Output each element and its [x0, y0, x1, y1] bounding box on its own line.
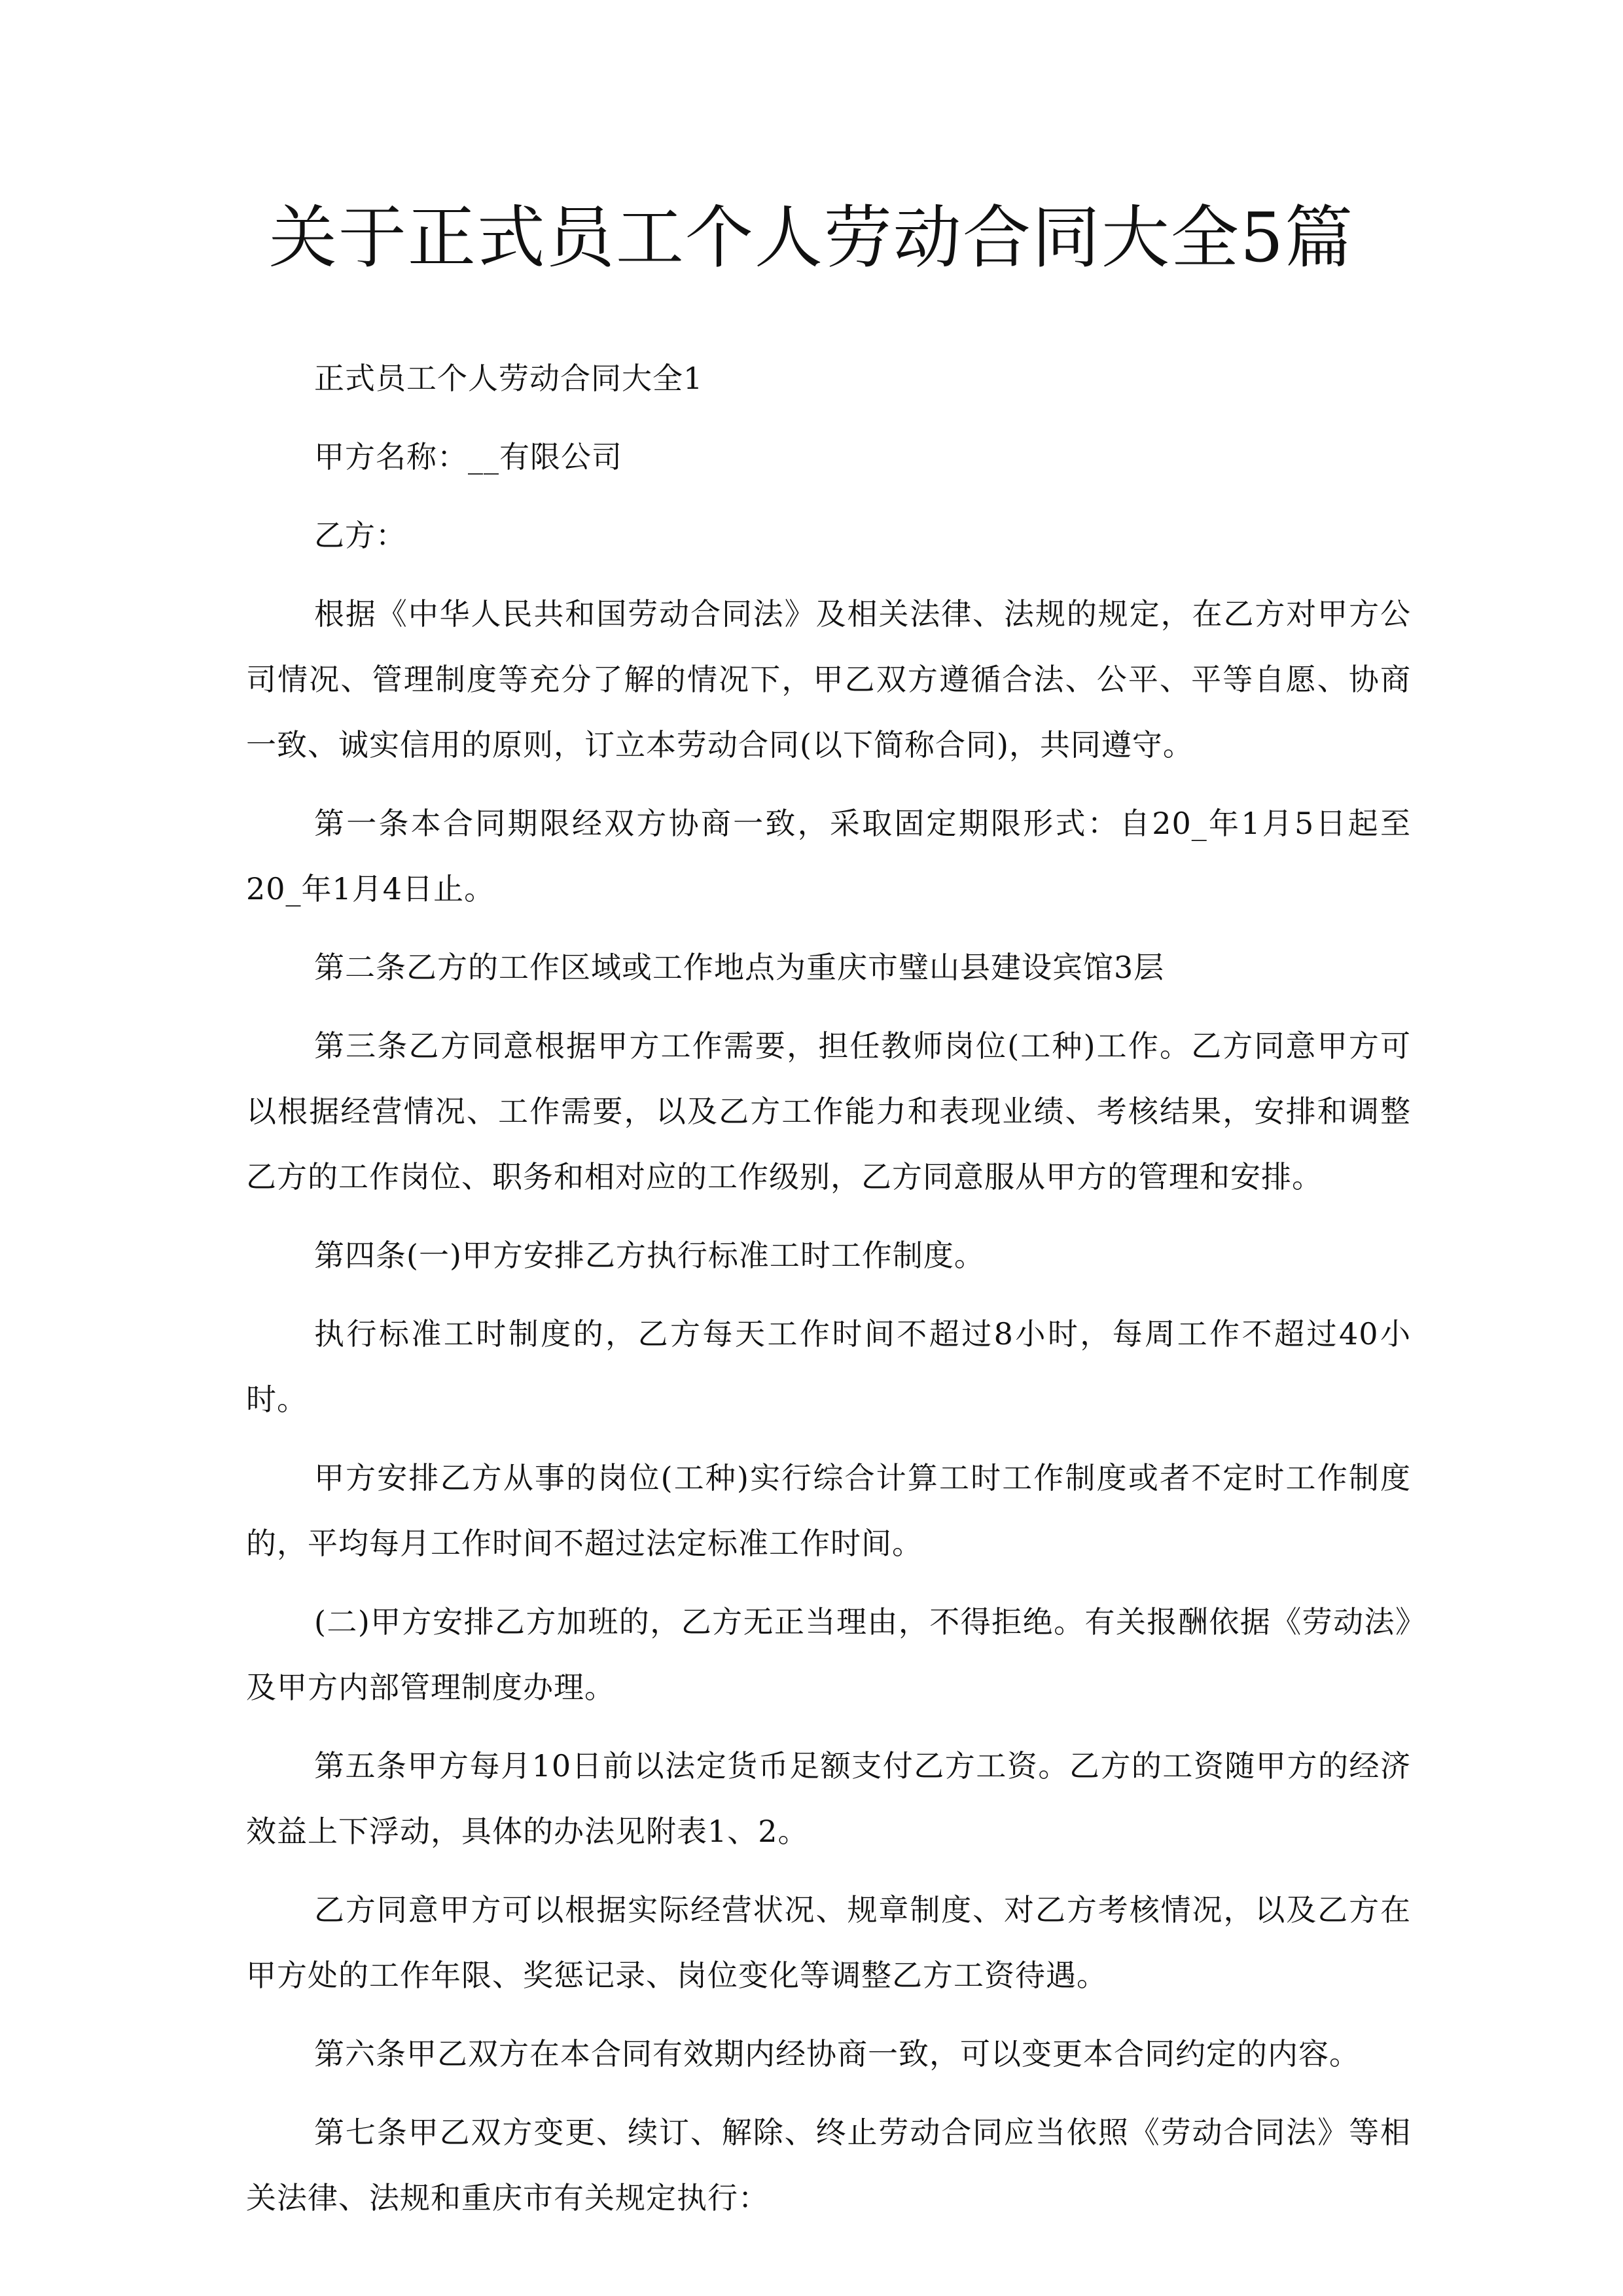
- article-2-paragraph: 第二条乙方的工作区域或工作地点为重庆市璧山县建设宾馆3层: [314, 950, 1165, 985]
- document-title: 关于正式员工个人劳动合同大全5篇: [268, 198, 1355, 278]
- flexible-hours-paragraph: 甲方安排乙方从事的岗位(工种)实行综合计算工时工作制度或者不定时工作制度的，平均每月工作时间不超过法定标准工作时间。: [246, 1460, 1411, 1561]
- preamble-paragraph: 根据《中华人民共和国劳动合同法》及相关法律、法规的规定，在乙方对甲方公司情况、管理制度等充分了解的情况下，甲乙双方遵循合法、公平、平等自愿、协商一致、诚实信用的原则，订立本劳动合同(以下简称合同)，共同遵守。: [246, 596, 1411, 762]
- salary-adjustment-paragraph: 乙方同意甲方可以根据实际经营状况、规章制度、对乙方考核情况，以及乙方在甲方处的工作年限、奖惩记录、岗位变化等调整乙方工资待遇。: [246, 1892, 1411, 1993]
- article-4-paragraph: 第四条(一)甲方安排乙方执行标准工时工作制度。: [314, 1238, 985, 1273]
- article-1-paragraph: 第一条本合同期限经双方协商一致，采取固定期限形式：自20_年1月5日起至20_年1月4日止。: [246, 806, 1411, 906]
- party-b-name: 乙方：: [314, 518, 406, 553]
- document-body: [246, 346, 1411, 2244]
- party-a-name: 甲方名称：__有限公司: [314, 439, 622, 475]
- standard-hours-paragraph: 执行标准工时制度的，乙方每天工作时间不超过8小时，每周工作不超过40小时。: [246, 1316, 1411, 1417]
- overtime-paragraph: (二)甲方安排乙方加班的，乙方无正当理由，不得拒绝。有关报酬依据《劳动法》及甲方内部管理制度办理。: [246, 1604, 1411, 1705]
- section-heading: 正式员工个人劳动合同大全1: [314, 361, 704, 396]
- article-6-paragraph: 第六条甲乙双方在本合同有效期内经协商一致，可以变更本合同约定的内容。: [314, 2036, 1360, 2072]
- article-5-paragraph: 第五条甲方每月10日前以法定货币足额支付乙方工资。乙方的工资随甲方的经济效益上下浮动，具体的办法见附表1、2。: [246, 1748, 1411, 1849]
- article-7-paragraph: 第七条甲乙双方变更、续订、解除、终止劳动合同应当依照《劳动合同法》等相关法律、法规和重庆市有关规定执行：: [246, 2115, 1411, 2215]
- article-3-paragraph: 第三条乙方同意根据甲方工作需要，担任教师岗位(工种)工作。乙方同意甲方可以根据经营情况、工作需要，以及乙方工作能力和表现业绩、考核结果，安排和调整乙方的工作岗位、职务和相对应的工作级别，乙方同意服从甲方的管理和安排。: [246, 1028, 1411, 1194]
